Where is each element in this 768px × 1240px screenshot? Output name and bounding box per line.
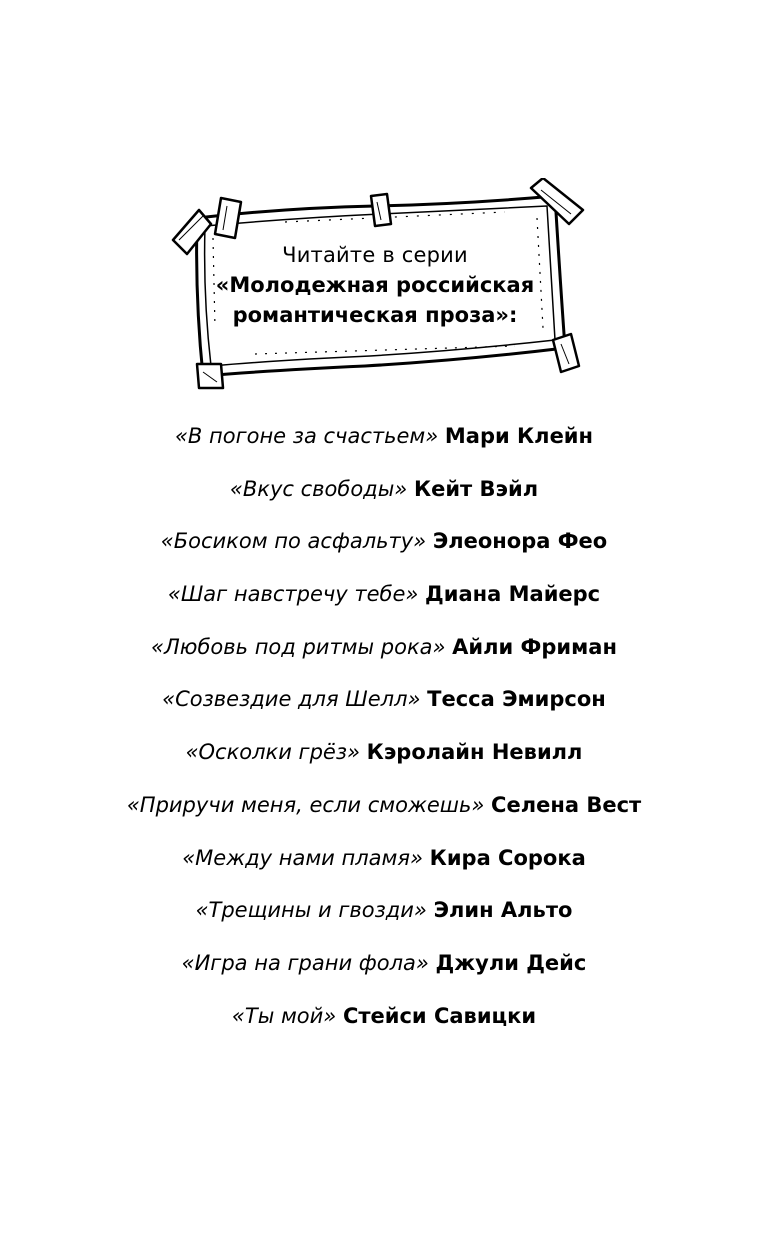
list-item bbox=[0, 681, 768, 734]
banner-text bbox=[165, 240, 585, 330]
book-author: Кэролайн Невилл bbox=[366, 740, 583, 765]
list-item bbox=[0, 418, 768, 471]
list-item bbox=[0, 945, 768, 998]
book-title: «Любовь под ритмы рока» bbox=[151, 634, 446, 659]
book-title: «В погоне за счастьем» bbox=[174, 424, 439, 448]
book-title: «Между нами пламя» bbox=[182, 845, 423, 870]
tape-top-middle bbox=[371, 194, 391, 226]
book-author: Селена Вест bbox=[491, 792, 642, 817]
book-title: «Осколки грёз» bbox=[185, 740, 360, 765]
list-item bbox=[0, 629, 768, 682]
book-title: «Вкус свободы» bbox=[229, 476, 408, 501]
tape-bottom-right bbox=[553, 334, 579, 372]
book-author: Элин Альто bbox=[433, 898, 573, 923]
book-title: «Босиком по асфальту» bbox=[160, 529, 427, 554]
banner-intro: Читайте в серии bbox=[282, 243, 468, 267]
list-item bbox=[0, 734, 768, 787]
list-item bbox=[0, 787, 768, 840]
tape-bottom-left bbox=[197, 364, 223, 388]
list-item bbox=[0, 523, 768, 576]
list-item bbox=[0, 998, 768, 1051]
list-item bbox=[0, 471, 768, 524]
book-title: «Созвездие для Шелл» bbox=[162, 687, 421, 712]
book-author: Айли Фриман bbox=[452, 634, 617, 659]
tape-top-left-2 bbox=[215, 198, 241, 238]
book-author: Джули Дейс bbox=[435, 950, 587, 975]
book-author: Кира Сорока bbox=[429, 845, 586, 870]
book-author: Мари Клейн bbox=[444, 424, 594, 448]
book-title: «Игра на грани фола» bbox=[181, 950, 429, 975]
book-title: «Шаг навстречу тебе» bbox=[167, 582, 419, 607]
book-author: Тесса Эмирсон bbox=[427, 687, 606, 712]
book-author: Стейси Савицки bbox=[342, 1003, 537, 1028]
book-title: «Трещины и гвозди» bbox=[195, 898, 427, 923]
list-item bbox=[0, 840, 768, 893]
book-title: «Ты мой» bbox=[231, 1003, 337, 1028]
series-name-line1: «Молодежная российская bbox=[215, 273, 535, 297]
series-banner bbox=[165, 178, 585, 393]
book-author: Элеонора Фео bbox=[432, 529, 608, 554]
book-list bbox=[0, 418, 768, 1050]
book-author: Кейт Вэйл bbox=[413, 476, 539, 501]
list-item bbox=[0, 892, 768, 945]
book-author: Диана Майерс bbox=[425, 582, 601, 607]
series-name-line2: романтическая проза»: bbox=[232, 303, 518, 327]
list-item bbox=[0, 576, 768, 629]
book-title: «Приручи меня, если сможешь» bbox=[126, 792, 485, 817]
